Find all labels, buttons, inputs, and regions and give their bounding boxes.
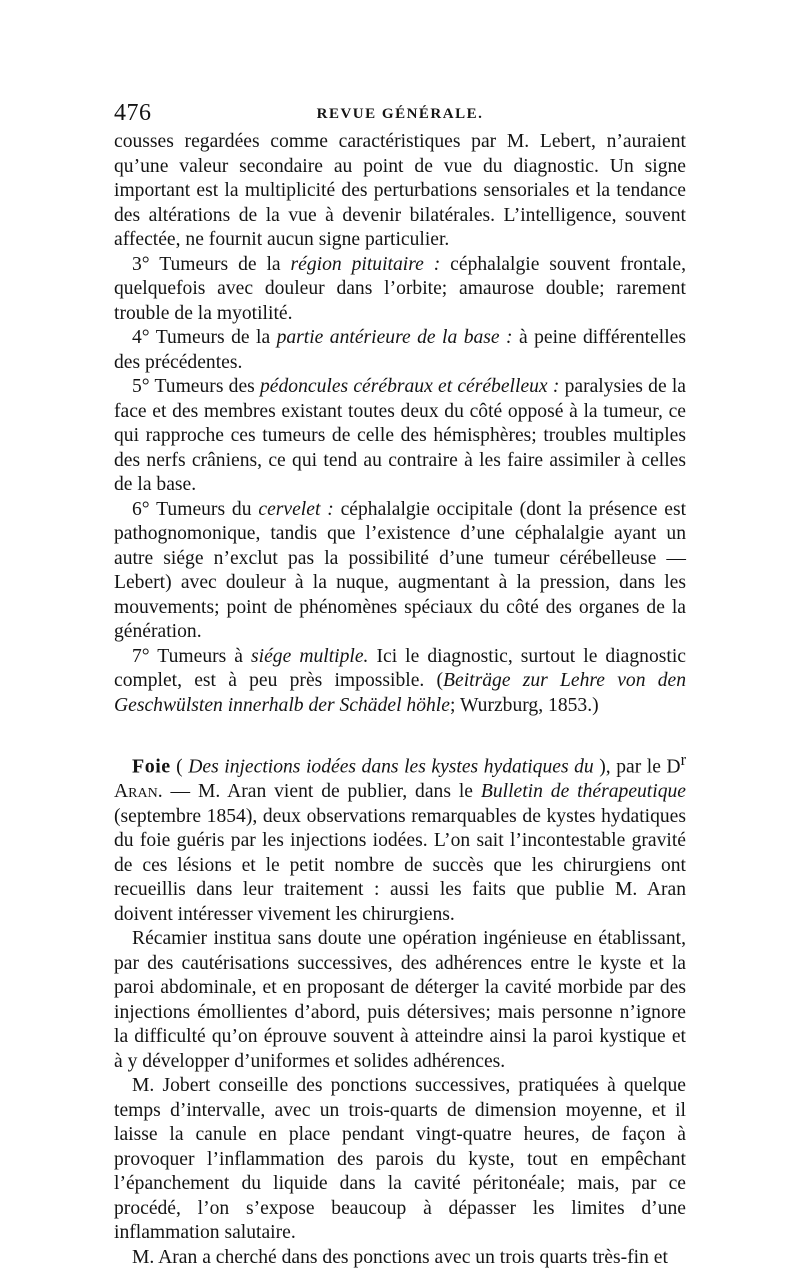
paragraph-lebert: cousses regardées comme caractéristiques par M. Lebert, n’auraient qu’une valeur secondaire au point de vue du diagnostic. Un signe important est la multiplicité des perturbations sensoriales et la tendance des altérations de la vue à devenir bilatérales. L’intelligence, souvent affectée, ne fournit aucun signe particulier. — [114, 131, 686, 250]
body-text — [114, 130, 686, 1270]
text-run: 6° Tumeurs du — [132, 498, 259, 520]
author-name: Aran. — [114, 781, 163, 803]
citation-title: Beiträge zur Lehre von den Geschwülsten innerhalb der Schädel höhle — [114, 670, 686, 716]
paragraph-foie — [114, 748, 686, 927]
text-run: ), par le D — [593, 756, 681, 778]
text-run: 7° Tumeurs à — [132, 645, 252, 667]
paragraph-cerebellum — [114, 498, 686, 645]
page-number: 476 — [114, 100, 152, 126]
text-run: (septembre 1854), deux observations remarquables de kystes hydatiques du foie guéris par les injections iodées. L’on sait l’incontestable gravité de ces lésions et le petit nombre de succès que les chirurgiens ont recueillis dans leur traitement : aussi les faits que publie M. Aran doivent intéresser vivement les chirurgiens. — [114, 805, 686, 925]
text-run: 3° Tumeurs de la — [132, 253, 291, 275]
paragraph-jobert: M. Jobert conseille des ponctions successives, pratiquées à quelque temps d’intervalle, avec un trois-quarts de dimension moyenne, et il laisse la canule en place pendant vingt-quatre heures, de façon à provoquer l’inflammation des parois du kyste, tout en empêchant l’épanchement du liquide dans la cavité péritonéale; mais, par ce procédé, l’on s’expose beaucoup à dépasser les limites d’une inflammation salutaire. — [114, 1075, 686, 1244]
text-run: paralysies de la face et des membres existant toutes deux du côté opposé à la tumeur, ce qui rapproche ces tumeurs de celle des hémisphères; troubles multiples des nerfs crâniens, ce qui tend au contraire à les faire assimiler à celles de la base. — [114, 376, 686, 495]
paragraph-recamier: Récamier institua sans doute une opération ingénieuse en établissant, par des cautérisations successives, des adhérences entre le kyste et la paroi abdominale, et en proposant de déterger la cavité morbide par des injections émollientes d’abord, puis détersives; mais personne n’ignore la difficulté qu’on éprouve souvent à atteindre ainsi la paroi kystique et à y développer d’uniformes et solides adhérences. — [114, 928, 686, 1072]
italic-term: cervelet : — [258, 498, 334, 520]
paragraph-multiple-sites — [114, 645, 686, 719]
text-run: à peine différentelles des précédentes. — [114, 327, 686, 373]
italic-term: siége multiple. — [251, 645, 369, 667]
text-run: céphalalgie souvent frontale, quelquefois avec douleur dans l’orbite; amaurose double; rarement trouble de la myotilité. — [114, 253, 686, 324]
text-run: — M. Aran vient de publier, dans le — [162, 781, 481, 803]
text-run: 5° Tumeurs des — [132, 376, 260, 397]
text-run: céphalalgie occipitale (dont la présence est pathognomonique, tandis que l’existence d’une céphalalgie ayant un autre siége n’exclut pas la possibilité d’une tumeur cérébelleuse — Lebert) avec douleur à la nuque, augmentant à la pression, dans les mouvements; point de phénomènes spéciaux du côté des organes de la génération. — [114, 498, 687, 642]
paragraph-pituitary — [114, 253, 686, 327]
italic-term: région pituitaire : — [290, 253, 441, 275]
paragraph-peduncles — [114, 375, 686, 498]
text-run: ; Wurzburg, 1853.) — [449, 694, 599, 716]
section-gap — [114, 718, 686, 748]
superscript: r — [680, 750, 687, 769]
page-header — [114, 100, 686, 132]
italic-term: partie antérieure de la base : — [276, 327, 513, 348]
text-run: ( — [170, 756, 189, 778]
text-run: 4° Tumeurs de la — [132, 327, 277, 348]
section-heading: Foie — [132, 755, 171, 778]
running-title: REVUE GÉNÉRALE. — [316, 106, 484, 122]
paragraph-anterior-base — [114, 326, 686, 375]
paragraph-aran: M. Aran a cherché dans des ponctions avec un trois quarts très-fin et — [132, 1246, 668, 1268]
text-run: Ici le diagnostic, surtout le diagnostic complet, est à peu près impossible. ( — [114, 645, 686, 691]
journal-title: Bulletin de thérapeutique — [480, 781, 686, 803]
italic-term: pédoncules cérébraux et cérébelleux : — [260, 376, 560, 397]
italic-subject: Des injections iodées dans les kystes hydatiques du — [188, 756, 594, 778]
